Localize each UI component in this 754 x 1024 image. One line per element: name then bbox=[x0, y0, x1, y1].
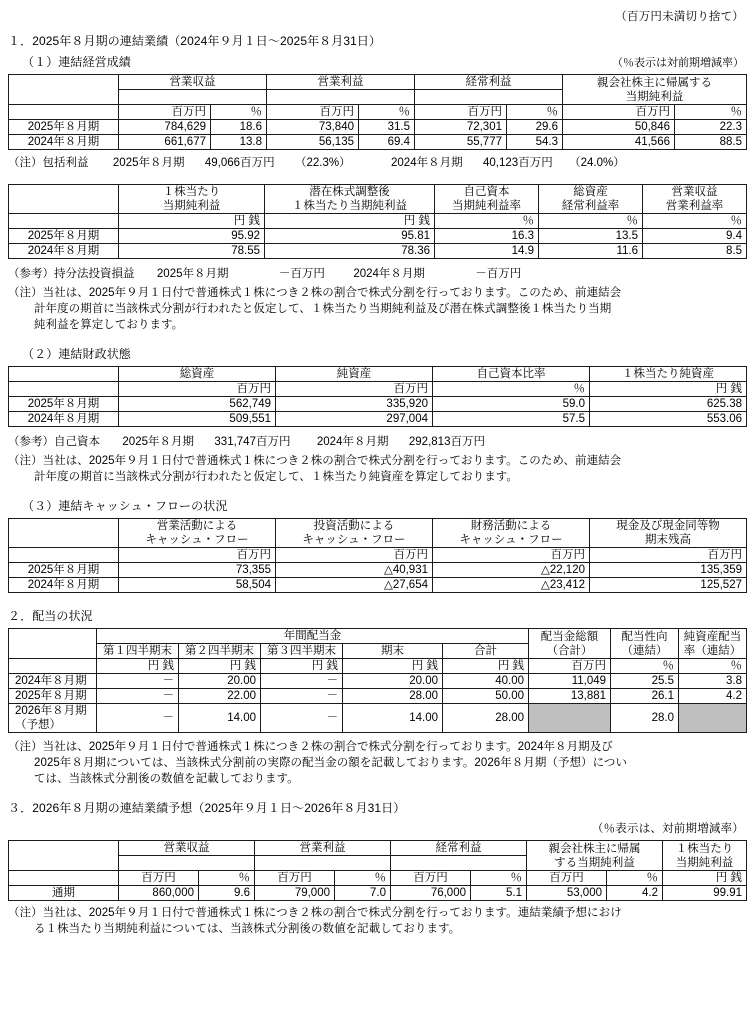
unit-equity-ratio: ％ bbox=[433, 382, 590, 397]
cell-value: 55,777 bbox=[415, 135, 507, 150]
cell-value: － bbox=[261, 704, 343, 733]
cell-value-shaded bbox=[679, 704, 747, 733]
cell-value: 26.1 bbox=[611, 689, 679, 704]
ci-period1: 2025年８月期 bbox=[112, 157, 185, 169]
unit-cash-equivalents: 百万円 bbox=[590, 548, 747, 563]
unit-total: 円 銭 bbox=[443, 659, 529, 674]
row-label: 2024年８月期 bbox=[9, 135, 119, 150]
header-ordinary-profit: 経常利益 bbox=[415, 75, 563, 90]
row-label: 2024年８月期 bbox=[9, 244, 119, 259]
header-diluted-eps-line1: 潜在株式調整後 bbox=[309, 186, 390, 198]
unit-corner bbox=[9, 382, 119, 397]
cell-value: 79,000 bbox=[255, 886, 335, 901]
unit-op-pct: ％ bbox=[359, 105, 415, 120]
table-row bbox=[9, 120, 747, 135]
spacer-ordinary bbox=[391, 856, 527, 871]
section2-note-line1: （注）当社は、2025年９月１日付で普通株式１株につき２株の割合で株式分割を行っております。2024年８月期及び bbox=[8, 741, 613, 753]
cell-value: 56,135 bbox=[267, 135, 359, 150]
header-op-margin-line2: 営業利益率 bbox=[665, 200, 724, 212]
cell-value: 50.00 bbox=[443, 689, 529, 704]
cell-value: 78.55 bbox=[119, 244, 265, 259]
cell-value: 13.5 bbox=[539, 229, 643, 244]
header-diluted-eps bbox=[265, 185, 435, 214]
header-total-dividend-line1: 配当金総額 bbox=[540, 630, 599, 643]
cell-value: 88.5 bbox=[675, 135, 747, 150]
table-row bbox=[9, 674, 747, 689]
split-note-2 bbox=[0, 453, 754, 485]
header-dividend-total: 合計 bbox=[443, 644, 529, 659]
header-net-assets: 純資産 bbox=[276, 367, 433, 382]
header-op-margin bbox=[643, 185, 747, 214]
unit-net-assets: 百万円 bbox=[276, 382, 433, 397]
split-note-1-line1: （注）当社は、2025年９月１日付で普通株式１株につき２株の割合で株式分割を行っております。このため、前連結会 bbox=[8, 287, 622, 299]
corner-cell bbox=[9, 841, 119, 871]
comprehensive-income-note bbox=[0, 154, 754, 170]
unit-operating-cf: 百万円 bbox=[119, 548, 276, 563]
cell-value: 78.36 bbox=[265, 244, 435, 259]
em-period2: 2024年８月期 bbox=[353, 268, 425, 280]
unit-revenue-pct: ％ bbox=[199, 871, 255, 886]
unit-corner bbox=[9, 214, 119, 229]
eq-period1: 2025年８月期 bbox=[122, 436, 194, 448]
cell-value: 53,000 bbox=[527, 886, 607, 901]
corner-cell bbox=[9, 367, 119, 382]
table-per-share-indicators bbox=[8, 184, 747, 259]
em-prefix: （参考）持分法投資損益 bbox=[8, 268, 135, 280]
section1-sub1-header bbox=[0, 53, 754, 70]
header-ordinary-profit: 経常利益 bbox=[391, 841, 527, 856]
unit-revenue-yen: 百万円 bbox=[119, 105, 211, 120]
cell-value: － bbox=[261, 689, 343, 704]
section2-title: ２．配当の状況 bbox=[8, 609, 93, 623]
cell-value-shaded bbox=[529, 704, 611, 733]
header-net-income-parent-line1: 親会社株主に帰属する bbox=[597, 76, 712, 89]
unit-eps: 円 銭 bbox=[663, 871, 747, 886]
cell-value: 3.8 bbox=[679, 674, 747, 689]
header-net-income-parent-line1: 親会社株主に帰属 bbox=[548, 842, 641, 855]
cell-value: 28.00 bbox=[443, 704, 529, 733]
unit-net-yen: 百万円 bbox=[563, 105, 675, 120]
header-eps-line1: １株当たり bbox=[675, 842, 734, 855]
header-eps-line2: 当期純利益 bbox=[675, 856, 734, 869]
table-row-units bbox=[9, 382, 747, 397]
ci-pct2: （24.0%） bbox=[569, 157, 625, 169]
header-roe bbox=[435, 185, 539, 214]
cell-value: 9.4 bbox=[643, 229, 747, 244]
cell-value: 57.5 bbox=[433, 412, 590, 427]
unit-net-pct: ％ bbox=[675, 105, 747, 120]
section1-title: １．2025年８月期の連結業績（2024年９月１日～2025年８月31日） bbox=[8, 34, 382, 48]
header-payout-ratio bbox=[611, 629, 679, 659]
table-row-group-header bbox=[9, 841, 747, 856]
unit-ord-yen: 百万円 bbox=[415, 105, 507, 120]
cell-value: 125,527 bbox=[590, 578, 747, 593]
header-investing-cf bbox=[276, 519, 433, 548]
table-row-header bbox=[9, 185, 747, 214]
section3-note-line1: （注）当社は、2025年９月１日付で普通株式１株につき２株の割合で株式分割を行っております。連結業績予想におけ bbox=[8, 907, 622, 919]
header-revenue: 営業収益 bbox=[119, 841, 255, 856]
header-cash-equivalents-line1: 現金及び現金同等物 bbox=[616, 520, 720, 532]
unit-op-yen: 百万円 bbox=[255, 871, 335, 886]
header-financing-cf-line2: キャッシュ・フロー bbox=[459, 534, 563, 546]
eq-value1: 331,747百万円 bbox=[214, 436, 291, 448]
cell-value: 562,749 bbox=[119, 397, 276, 412]
cell-value: 73,355 bbox=[119, 563, 276, 578]
cell-value: 73,840 bbox=[267, 120, 359, 135]
header-roa bbox=[539, 185, 643, 214]
cell-value: 11,049 bbox=[529, 674, 611, 689]
unit-net-yen: 百万円 bbox=[527, 871, 607, 886]
header-operating-cf-line1: 営業活動による bbox=[156, 520, 238, 532]
unit-roa: ％ bbox=[539, 214, 643, 229]
corner-cell bbox=[9, 629, 97, 659]
header-dividend-on-equity-line1: 純資産配当 bbox=[683, 630, 742, 643]
header-q3-end: 第３四半期末 bbox=[261, 644, 343, 659]
header-eps bbox=[663, 841, 747, 871]
section2-note-line3: ては、当該株式分割後の数値を記載しております。 bbox=[34, 773, 299, 785]
row-label: 2025年８月期 bbox=[9, 229, 119, 244]
header-net-income-parent bbox=[563, 75, 747, 105]
header-op-margin-line1: 営業収益 bbox=[671, 186, 718, 198]
unit-total-assets: 百万円 bbox=[119, 382, 276, 397]
header-dividend-on-equity-line2: 率（連結） bbox=[683, 644, 742, 657]
ci-value2: 40,123百万円 bbox=[483, 157, 553, 169]
cell-value: 54.3 bbox=[507, 135, 563, 150]
row-label-forecast-line2: （予想） bbox=[15, 719, 61, 731]
table-row bbox=[9, 689, 747, 704]
unit-investing-cf: 百万円 bbox=[276, 548, 433, 563]
header-eps-line1: １株当たり bbox=[162, 186, 221, 198]
split-note-2-line2: 計年度の期首に当該株式分割が行われたと仮定して、１株当たり純資産を算定しております。 bbox=[34, 471, 518, 483]
cell-value: 297,004 bbox=[276, 412, 433, 427]
table-consolidated-results bbox=[8, 74, 747, 150]
header-payout-ratio-line2: （連結） bbox=[621, 644, 668, 657]
table-row bbox=[9, 412, 747, 427]
spacer-revenue bbox=[119, 856, 255, 871]
header-net-income-parent-line2: 当期純利益 bbox=[625, 90, 684, 103]
header-roa-line2: 経常利益率 bbox=[561, 200, 620, 212]
table-forecast bbox=[8, 840, 747, 901]
table-row bbox=[9, 886, 747, 901]
header-annual-dividend: 年間配当金 bbox=[97, 629, 529, 644]
cell-value: － bbox=[97, 674, 179, 689]
unit-financing-cf: 百万円 bbox=[433, 548, 590, 563]
unit-net-pct: ％ bbox=[607, 871, 663, 886]
section2-note bbox=[0, 739, 754, 787]
table-row bbox=[9, 397, 747, 412]
row-label-forecast-line1: 2026年８月期 bbox=[15, 705, 87, 717]
table-row-group-header bbox=[9, 629, 747, 644]
header-q1-end: 第１四半期末 bbox=[97, 644, 179, 659]
table-row bbox=[9, 563, 747, 578]
section3-note bbox=[0, 905, 754, 937]
cell-value: △27,654 bbox=[276, 578, 433, 593]
header-operating-profit: 営業利益 bbox=[255, 841, 391, 856]
section1-sub2-title: （２）連結財政状態 bbox=[22, 347, 131, 361]
row-label: 2024年８月期 bbox=[9, 674, 97, 689]
cell-value: 69.4 bbox=[359, 135, 415, 150]
cell-value: 18.6 bbox=[211, 120, 267, 135]
eq-prefix: （参考）自己資本 bbox=[8, 436, 100, 448]
unit-q3: 円 銭 bbox=[261, 659, 343, 674]
cell-value: 58,504 bbox=[119, 578, 276, 593]
header-total-dividend-line2: （合計） bbox=[546, 644, 593, 657]
header-roe-line1: 自己資本 bbox=[463, 186, 510, 198]
header-financing-cf bbox=[433, 519, 590, 548]
unit-q1: 円 銭 bbox=[97, 659, 179, 674]
table-dividends bbox=[8, 628, 747, 733]
unit-year-end: 円 銭 bbox=[343, 659, 443, 674]
cell-value: 625.38 bbox=[590, 397, 747, 412]
equity-note bbox=[0, 433, 754, 449]
cell-value: 20.00 bbox=[343, 674, 443, 689]
unit-corner bbox=[9, 105, 119, 120]
row-label: 通期 bbox=[9, 886, 119, 901]
table-row-units bbox=[9, 659, 747, 674]
cell-value: 16.3 bbox=[435, 229, 539, 244]
unit-ord-pct: ％ bbox=[471, 871, 527, 886]
cell-value: 76,000 bbox=[391, 886, 471, 901]
table-row bbox=[9, 578, 747, 593]
ci-pct1: （22.3%） bbox=[295, 157, 351, 169]
table-row-units bbox=[9, 214, 747, 229]
equity-method-note bbox=[0, 265, 754, 281]
unit-ord-yen: 百万円 bbox=[391, 871, 471, 886]
header-investing-cf-line2: キャッシュ・フロー bbox=[302, 534, 406, 546]
header-diluted-eps-line2: １株当たり当期純利益 bbox=[292, 200, 407, 212]
split-note-1-line2: 計年度の期首に当該株式分割が行われたと仮定して、１株当たり当期純利益及び潜在株式調整後１株当たり当期 bbox=[34, 303, 612, 315]
split-note-1-line3: 純利益を算定しております。 bbox=[34, 319, 184, 331]
header-payout-ratio-line1: 配当性向 bbox=[621, 630, 668, 643]
cell-value: 13,881 bbox=[529, 689, 611, 704]
cell-value: 553.06 bbox=[590, 412, 747, 427]
cell-value: 13.8 bbox=[211, 135, 267, 150]
spacer-ordinary bbox=[415, 90, 563, 105]
cell-value: △40,931 bbox=[276, 563, 433, 578]
cell-value: 11.6 bbox=[539, 244, 643, 259]
ci-value1: 49,066百万円 bbox=[204, 157, 275, 169]
cell-value: 31.5 bbox=[359, 120, 415, 135]
em-value2: －百万円 bbox=[475, 268, 522, 280]
cell-value: 72,301 bbox=[415, 120, 507, 135]
section1-sub1-note: （％表示は対前期増減率） bbox=[612, 57, 744, 69]
header-roa-line1: 総資産 bbox=[573, 186, 608, 198]
cell-value: 28.00 bbox=[343, 689, 443, 704]
unit-payout: ％ bbox=[611, 659, 679, 674]
table-row-units bbox=[9, 548, 747, 563]
split-note-1 bbox=[0, 285, 754, 333]
cell-value: 335,920 bbox=[276, 397, 433, 412]
unit-corner bbox=[9, 659, 97, 674]
unit-diluted-eps: 円 銭 bbox=[265, 214, 435, 229]
section3-title: ３．2026年８月期の連結業績予想（2025年９月１日～2026年８月31日） bbox=[8, 801, 406, 815]
cell-value: 9.6 bbox=[199, 886, 255, 901]
spacer-operating bbox=[255, 856, 391, 871]
table-row bbox=[9, 135, 747, 150]
header-cash-equivalents-line2: 期末残高 bbox=[645, 534, 691, 546]
header-investing-cf-line1: 投資活動による bbox=[313, 520, 395, 532]
unit-op-yen: 百万円 bbox=[267, 105, 359, 120]
ci-prefix: （注）包括利益 bbox=[8, 157, 89, 169]
eq-period2: 2024年８月期 bbox=[316, 436, 389, 448]
unit-doe: ％ bbox=[679, 659, 747, 674]
cell-value: △22,120 bbox=[433, 563, 590, 578]
corner-cell bbox=[9, 519, 119, 548]
cell-value: 135,359 bbox=[590, 563, 747, 578]
corner-cell bbox=[9, 185, 119, 214]
section3-note-line2: る１株当たり当期純利益については、当該株式分割後の数値を記載しております。 bbox=[34, 923, 461, 935]
cell-value: 29.6 bbox=[507, 120, 563, 135]
header-operating-cf-line2: キャッシュ・フロー bbox=[145, 534, 249, 546]
unit-corner bbox=[9, 548, 119, 563]
cell-value: 22.00 bbox=[179, 689, 261, 704]
row-label-forecast bbox=[9, 704, 97, 733]
cell-value: 28.0 bbox=[611, 704, 679, 733]
cell-value: 14.00 bbox=[179, 704, 261, 733]
section2-note-line2: 2025年８月期については、当該株式分割前の実際の配当金の額を記載しております。2026年８月期（予想）につい bbox=[34, 757, 628, 769]
header-financing-cf-line1: 財務活動による bbox=[470, 520, 552, 532]
section3-note-right: （％表示は、対前期増減率） bbox=[591, 823, 744, 835]
cell-value: 509,551 bbox=[119, 412, 276, 427]
table-row bbox=[9, 229, 747, 244]
table-row-forecast bbox=[9, 704, 747, 733]
row-label: 2024年８月期 bbox=[9, 412, 119, 427]
unit-total-amount: 百万円 bbox=[529, 659, 611, 674]
spacer-revenue bbox=[119, 90, 267, 105]
unit-roe: ％ bbox=[435, 214, 539, 229]
unit-bps: 円 銭 bbox=[590, 382, 747, 397]
cell-value: 4.2 bbox=[607, 886, 663, 901]
row-label: 2025年８月期 bbox=[9, 689, 97, 704]
header-operating-cf bbox=[119, 519, 276, 548]
cell-value: 95.92 bbox=[119, 229, 265, 244]
unit-eps: 円 銭 bbox=[119, 214, 265, 229]
eq-value2: 292,813百万円 bbox=[408, 436, 485, 448]
table-row-header bbox=[9, 519, 747, 548]
header-equity-ratio: 自己資本比率 bbox=[433, 367, 590, 382]
section1-sub1-title: （１）連結経営成績 bbox=[22, 55, 131, 69]
header-eps-line2: 当期純利益 bbox=[162, 200, 221, 212]
cell-value: 25.5 bbox=[611, 674, 679, 689]
split-note-2-line1: （注）当社は、2025年９月１日付で普通株式１株につき２株の割合で株式分割を行っております。このため、前連結会 bbox=[8, 455, 622, 467]
table-financial-position bbox=[8, 366, 747, 427]
table-row-units bbox=[9, 871, 747, 886]
table-row-units bbox=[9, 105, 747, 120]
row-label: 2025年８月期 bbox=[9, 397, 119, 412]
header-q2-end: 第２四半期末 bbox=[179, 644, 261, 659]
unit-corner bbox=[9, 871, 119, 886]
row-label: 2025年８月期 bbox=[9, 120, 119, 135]
header-bps: １株当たり純資産 bbox=[590, 367, 747, 382]
header-unit-note: （百万円未満切り捨て） bbox=[615, 11, 744, 23]
spacer-operating bbox=[267, 90, 415, 105]
unit-ord-pct: ％ bbox=[507, 105, 563, 120]
header-net-income-parent-line2: する当期純利益 bbox=[554, 856, 635, 869]
header-net-income-parent bbox=[527, 841, 663, 871]
unit-revenue-yen: 百万円 bbox=[119, 871, 199, 886]
header-eps bbox=[119, 185, 265, 214]
cell-value: － bbox=[97, 689, 179, 704]
cell-value: － bbox=[261, 674, 343, 689]
unit-op-margin: ％ bbox=[643, 214, 747, 229]
unit-q2: 円 銭 bbox=[179, 659, 261, 674]
em-period1: 2025年８月期 bbox=[156, 268, 229, 280]
cell-value: 661,677 bbox=[119, 135, 211, 150]
header-dividend-on-equity bbox=[679, 629, 747, 659]
header-total-dividend bbox=[529, 629, 611, 659]
cell-value: 99.91 bbox=[663, 886, 747, 901]
table-row bbox=[9, 244, 747, 259]
header-year-end: 期末 bbox=[343, 644, 443, 659]
em-value1: －百万円 bbox=[278, 268, 325, 280]
table-row-header bbox=[9, 367, 747, 382]
cell-value: 5.1 bbox=[471, 886, 527, 901]
header-cash-equivalents bbox=[590, 519, 747, 548]
header-revenue: 営業収益 bbox=[119, 75, 267, 90]
row-label: 2024年８月期 bbox=[9, 578, 119, 593]
cell-value: 14.00 bbox=[343, 704, 443, 733]
cell-value: 50,846 bbox=[563, 120, 675, 135]
row-label: 2025年８月期 bbox=[9, 563, 119, 578]
cell-value: 7.0 bbox=[335, 886, 391, 901]
header-roe-line2: 当期純利益率 bbox=[452, 200, 521, 212]
cell-value: 40.00 bbox=[443, 674, 529, 689]
unit-op-pct: ％ bbox=[335, 871, 391, 886]
cell-value: △23,412 bbox=[433, 578, 590, 593]
cell-value: 95.81 bbox=[265, 229, 435, 244]
section1-sub3-title: （３）連結キャッシュ・フローの状況 bbox=[22, 499, 228, 513]
cell-value: 784,629 bbox=[119, 120, 211, 135]
header-operating-profit: 営業利益 bbox=[267, 75, 415, 90]
table-row-group-header bbox=[9, 75, 747, 90]
cell-value: 20.00 bbox=[179, 674, 261, 689]
corner-cell bbox=[9, 75, 119, 105]
cell-value: 41,566 bbox=[563, 135, 675, 150]
cell-value: 860,000 bbox=[119, 886, 199, 901]
header-total-assets: 総資産 bbox=[119, 367, 276, 382]
ci-period2: 2024年８月期 bbox=[391, 157, 463, 169]
unit-revenue-pct: ％ bbox=[211, 105, 267, 120]
cell-value: 8.5 bbox=[643, 244, 747, 259]
cell-value: 14.9 bbox=[435, 244, 539, 259]
cell-value: 22.3 bbox=[675, 120, 747, 135]
table-cash-flows bbox=[8, 518, 747, 593]
cell-value: 59.0 bbox=[433, 397, 590, 412]
cell-value: 4.2 bbox=[679, 689, 747, 704]
cell-value: － bbox=[97, 704, 179, 733]
